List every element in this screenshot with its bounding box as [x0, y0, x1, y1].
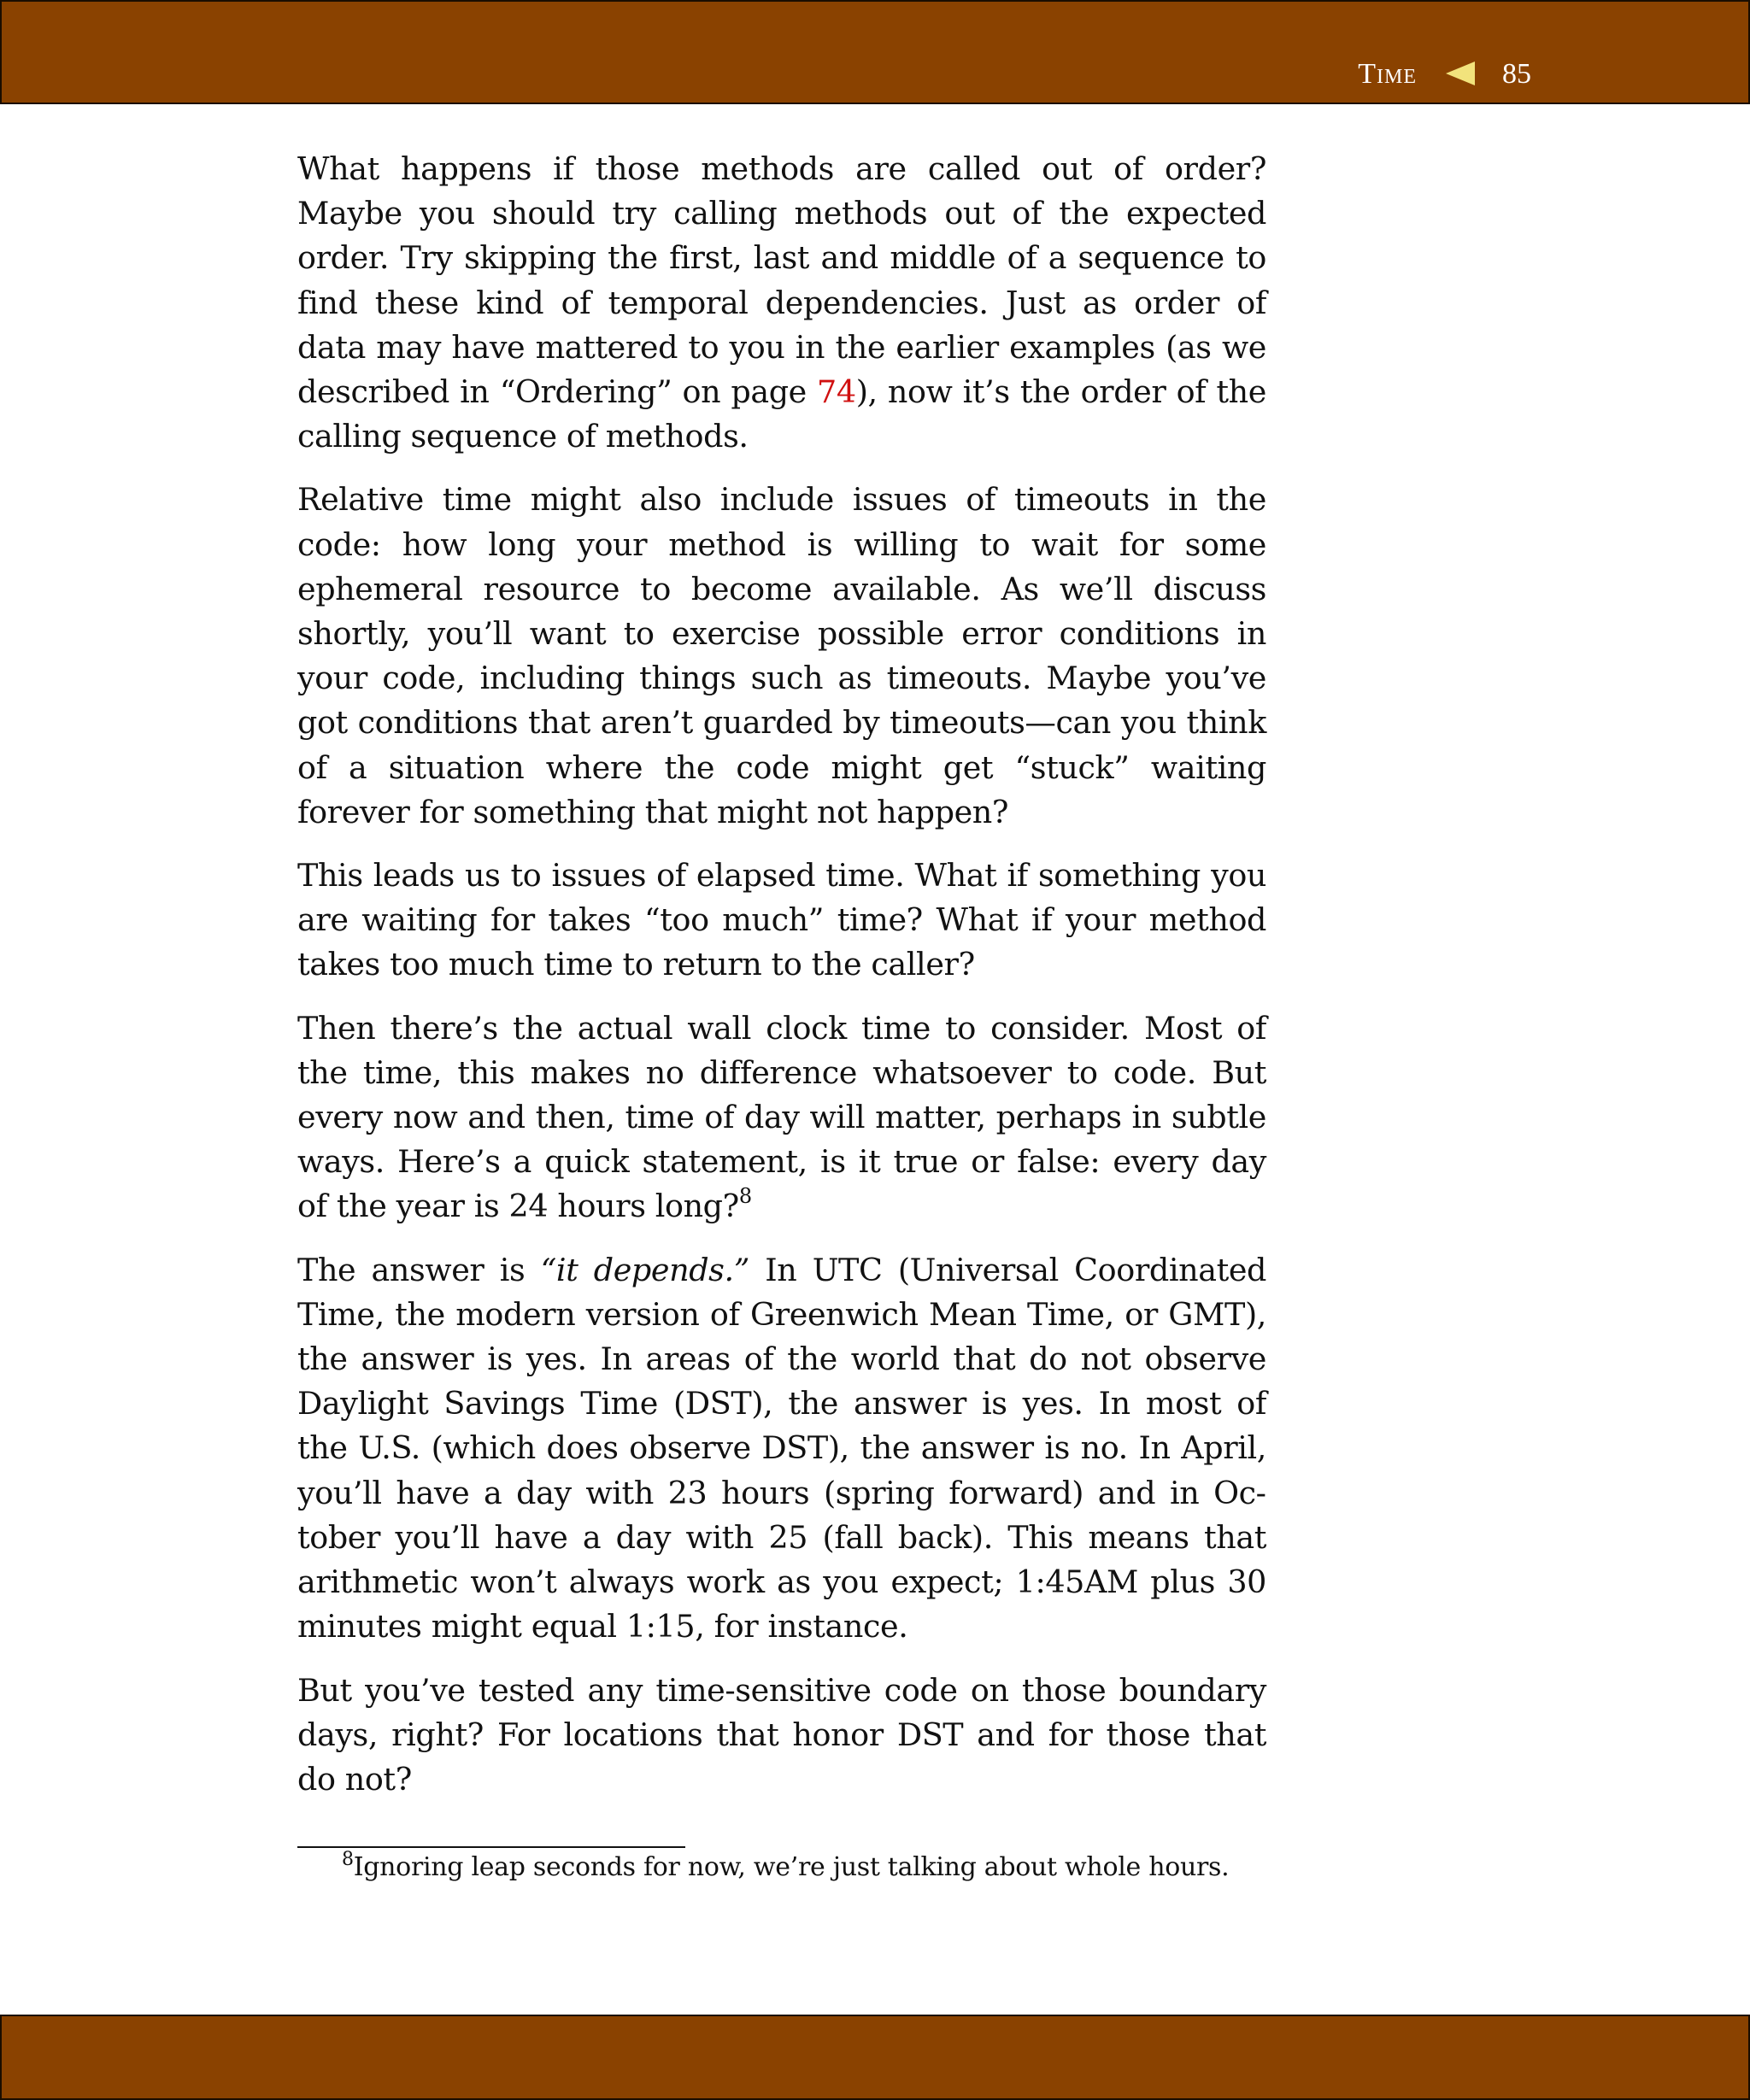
paragraph-5-lead: The answer is: [297, 1251, 541, 1288]
paragraph-5: [297, 1248, 1266, 1650]
paragraph-5-rest: In UTC (Universal Coordinated Time, the modern version of Greenwich Mean Time, or GMT), the answer is yes. In areas of the world that do not observe Daylight Savings Time (DST), the answer is yes. In most of the U.S. (which does observe DST), the answer is no. In April, you’ll have a day with 23 hours (spring forward) and in October you’ll have a day with 25 (fall back). This means that arithmetic won’t always work as you expect; 1:45AM plus 30 minutes might equal 1:15, for instance.: [297, 1251, 1267, 1645]
paragraph-5-emphasis: “it depends.”: [540, 1251, 749, 1288]
paragraph-4-text: Then there’s the actual wall clock time to consider. Most of the time, this makes no difference whatsoever to code. But every now and then, time of day will matter, perhaps in subtle ways. Here’s a quick statement, is it true or false: every day of the year is 24 hours long?: [297, 1009, 1266, 1225]
footnote-text: Ignoring leap seconds for now, we’re just talking about whole hours.: [353, 1852, 1230, 1882]
left-triangle-icon[interactable]: [1446, 62, 1475, 85]
footnote-divider: [297, 1846, 685, 1848]
paragraph-3: This leads us to issues of elapsed time. What if something you are waiting for takes “too much” time? What if your method takes too much time to return to the caller?: [297, 857, 1266, 983]
running-header: [1358, 58, 1531, 91]
paragraph-1-text-a: What happens if those methods are called out of order? Maybe you should try calling methods out of the expected order. Try skipping the first, last and middle of a sequence to find these kind of temporal dependencies. Just as order of data may have mattered to you in the earlier examples (as we described in “Ordering” on page: [297, 150, 1266, 411]
header-bar: [0, 0, 1750, 104]
paragraph-1-text-b: ), now it’s the order of the calling sequence of methods.: [297, 373, 1266, 455]
body-text: [297, 147, 1266, 1821]
footnote: [342, 1849, 1266, 1882]
footer-bar: [0, 2015, 1750, 2100]
paragraph-1: [297, 147, 1266, 459]
page-number: 85: [1502, 58, 1531, 90]
paragraph-2: Relative time might also include issues of timeouts in the code: how long your method is willing to wait for some ephemeral resource to become available. As we’ll discuss shortly, you’ll want to exercise possible error conditions in your code, including things such as timeouts. Maybe you’ve got conditions that aren’t guarded by timeouts—can you think of a situation where the code might get “stuck” waiting forever for something that might not happen?: [297, 481, 1266, 830]
page-reference-link[interactable]: 74: [817, 373, 856, 411]
paragraph-4: [297, 1006, 1266, 1229]
paragraph-6: But you’ve tested any time-sensitive code on those boundary days, right? For locations that honor DST and for those that do not?: [297, 1671, 1266, 1798]
footnote-number: 8: [342, 1849, 354, 1870]
section-title: Time: [1358, 58, 1417, 90]
footnote-marker[interactable]: 8: [738, 1184, 752, 1209]
